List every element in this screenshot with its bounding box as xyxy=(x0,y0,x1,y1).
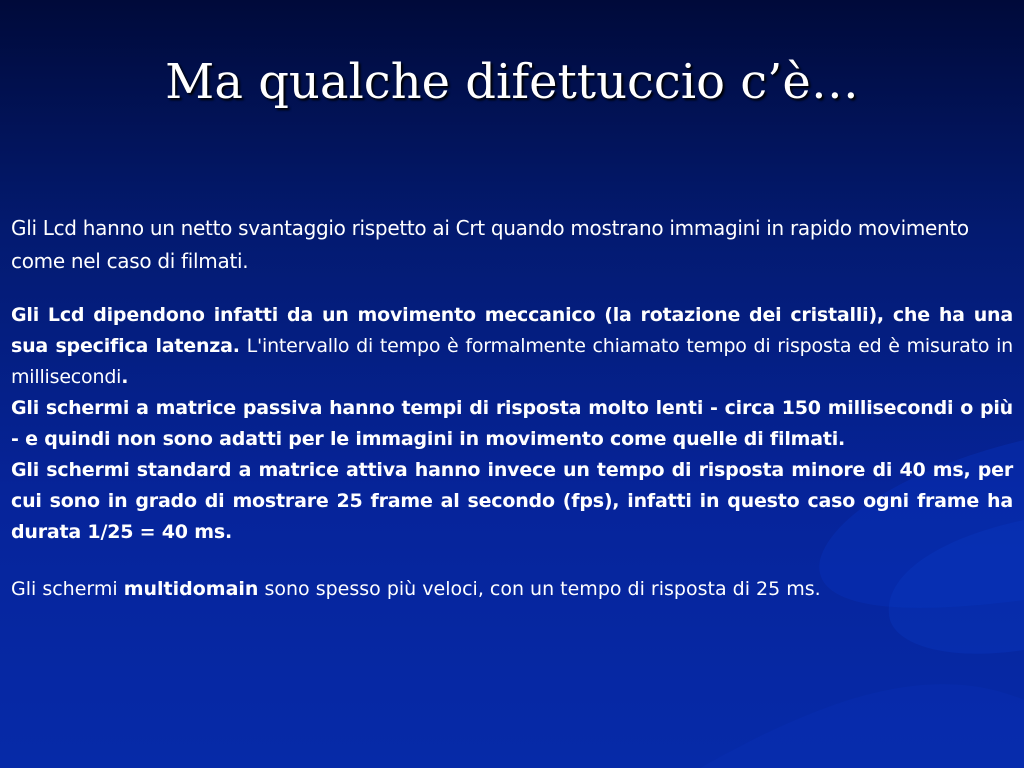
slide-title: Ma qualche difettuccio c’è… xyxy=(165,54,859,110)
intro-paragraph: Gli Lcd hanno un netto svantaggio rispetto ai Crt quando mostrano immagini in rapido movimento come nel caso di filmati. xyxy=(11,216,969,273)
latency-regular-text: L'intervallo di tempo è formalmente chiamato tempo di risposta ed è misurato in millisecondi xyxy=(11,335,1013,388)
latency-bold-text: Gli Lcd dipendono infatti da un movimento meccanico (la rotazione dei cristalli), che ha una sua specifica latenza. xyxy=(11,304,1013,357)
multidomain-keyword: multidomain xyxy=(123,578,259,600)
multidomain-prefix: Gli schermi xyxy=(11,578,124,600)
multidomain-paragraph xyxy=(11,574,1013,605)
latency-paragraph xyxy=(11,300,1013,393)
passive-matrix-paragraph: Gli schermi a matrice passiva hanno tempi di risposta molto lenti - circa 150 millisecondi o più - e quindi non sono adatti per le immagini in movimento come quelle di filmati. xyxy=(11,397,1013,450)
latency-period: . xyxy=(121,366,129,388)
multidomain-suffix: sono spesso più veloci, con un tempo di risposta di 25 ms. xyxy=(258,578,821,600)
slide-body xyxy=(11,212,1013,605)
active-matrix-paragraph: Gli schermi standard a matrice attiva hanno invece un tempo di risposta minore di 40 ms, per cui sono in grado di mostrare 25 frame al secondo (fps), infatti in questo caso ogni frame ha durata 1/25 = 40 ms. xyxy=(11,459,1013,543)
paragraph-spacer xyxy=(11,548,1013,574)
